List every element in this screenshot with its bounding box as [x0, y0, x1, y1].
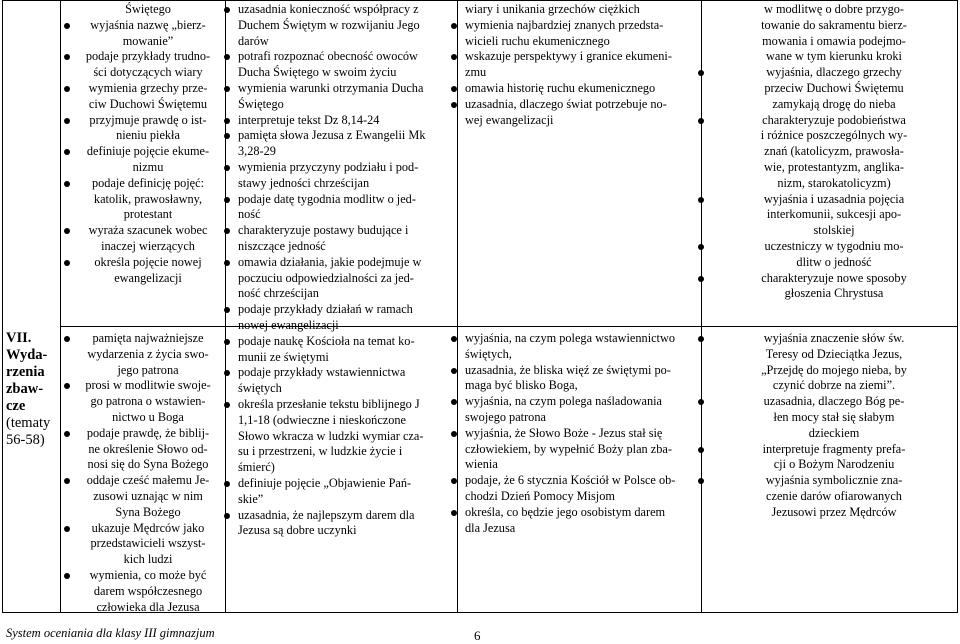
col4-top-cell: [712, 2, 956, 302]
list-item-text: omawia historię ruchu ekumenicznego: [465, 80, 656, 95]
list-item-text: wyjaśnia i uzasadnia pojęcia interkomunii, sukcesji apo- stolskiej: [763, 191, 905, 238]
list-item: [238, 2, 452, 49]
list-item-text: określa, co będzie jego osobistym darem dla Jezusa: [465, 504, 666, 535]
list-item-text: wyjaśnia, że Słowo Boże - Jezus stał się człowiekiem, by wypełnić Boży plan zba- wienia: [465, 425, 672, 472]
col1-top-cell: [78, 2, 218, 286]
list-item-text: wskazuje perspektywy i granice ekumeni- zmu: [465, 49, 672, 80]
list-item-text: uzasadnia, że bliska więź ze świętymi po- maga być blisko Boga,: [465, 362, 671, 393]
list-item: [78, 223, 218, 255]
list-item: [465, 363, 697, 395]
list-item-text: Świętego: [125, 2, 171, 16]
section-topics-note: (tematy 56-58): [6, 415, 51, 448]
list-item-text: określa pojęcie nowej ewangelizacji: [94, 254, 202, 285]
list-item-text: wymienia przyczyny podziału i pod- stawy jedności chrześcijan: [238, 159, 419, 190]
list-item-text: wiary i unikania grzechów ciężkich: [465, 2, 640, 16]
list-item: [465, 473, 697, 505]
list-item: [465, 2, 697, 18]
list-item-text: wyraża szacunek wobec inaczej wierzących: [88, 223, 208, 253]
list-item-text: podaje datę tygodnia modlitw o jed- ność: [238, 191, 416, 222]
list-item: [78, 378, 218, 425]
section-heading: VII. Wyda- rzenia zbaw- cze: [6, 330, 48, 414]
list-item-text: interpretuje fragmenty prefa- cji o Bożym Narodzeniu: [762, 441, 906, 472]
column-divider: [60, 1, 61, 612]
list-item-text: uzasadnia konieczność współpracy z Duchem Świętym w rozwijaniu Jego darów: [238, 2, 420, 48]
list-item-text: wyjaśnia, na czym polega wstawiennictwo świętych,: [465, 331, 676, 361]
list-item: [78, 113, 218, 145]
list-item: [238, 508, 452, 540]
list-item: [238, 113, 452, 129]
list-item: [712, 271, 956, 303]
list-item: [78, 2, 218, 18]
list-item-text: podaje definicję pojęć: katolik, prawosławny, protestant: [92, 175, 204, 222]
col3-bottom-cell: [465, 331, 697, 536]
list-item: [465, 18, 697, 50]
column-divider: [457, 1, 458, 612]
list-item: [465, 97, 697, 129]
list-item: [78, 49, 218, 81]
col4-bottom-cell: [712, 331, 956, 521]
list-item-text: wyjaśnia, na czym polega naśladowania swojego patrona: [465, 394, 663, 424]
list-item: [465, 49, 697, 81]
list-item: [78, 331, 218, 378]
list-item-text: wymienia najbardziej znanych przedsta- wicieli ruchu ekumenicznego: [465, 17, 664, 48]
list-item: [238, 81, 452, 113]
section-title: [6, 330, 51, 449]
list-item-text: prosi w modlitwie swoje- go patrona o wstawien- nictwo u Boga: [85, 378, 211, 424]
column-divider: [701, 1, 702, 612]
list-item-text: ukazuje Mędrców jako przedstawicieli wszyst- kich ludzi: [90, 520, 206, 567]
list-item-text: definiuje pojęcie ekume- nizmu: [86, 144, 210, 174]
list-item: [238, 223, 452, 255]
list-item-text: w modlitwę o dobre przygo- towanie do sakramentu bierz- mowania i omawia podejmo- wane w tym kierunku kroki: [761, 2, 907, 64]
list-item-text: charakteryzuje postawy budujące i niszczące jedność: [238, 223, 409, 253]
list-item-text: interpretuje tekst Dz 8,14-24: [238, 112, 380, 127]
list-item: [78, 568, 218, 615]
list-item-text: omawia działania, jakie podejmuje w poczuciu odpowiedzialności za jed- ność chrześcijan: [238, 254, 422, 301]
list-item: [238, 160, 452, 192]
list-item: [712, 192, 956, 239]
list-item: [712, 331, 956, 394]
list-item: [712, 442, 956, 474]
list-item-text: charakteryzuje podobieństwa i różnice poszczególnych wy- znań (katolicyzm, prawosła- wie, protestantyzm, anglika- nizm, starokatolicyzm): [760, 112, 908, 190]
list-item: [712, 113, 956, 192]
list-item-text: wyjaśnia, dlaczego grzechy przeciw Duchowi Świętemu zamykają drogę do nieba: [764, 65, 904, 111]
list-item: [238, 49, 452, 81]
list-item: [712, 65, 956, 112]
list-item-text: podaje przykłady działań w ramach nowej ewangelizacji: [238, 302, 413, 332]
list-item: [465, 331, 697, 363]
list-item-text: uzasadnia, że najlepszym darem dla Jezusa są dobre uczynki: [238, 507, 415, 538]
page-number: 6: [474, 628, 481, 643]
col2-cell: [238, 2, 452, 539]
list-item: [78, 144, 218, 176]
list-item: [712, 2, 956, 65]
list-item-text: charakteryzuje nowe sposoby głoszenia Chrystusa: [761, 270, 907, 301]
list-item-text: wymienia warunki otrzymania Ducha Świętego: [238, 80, 424, 111]
list-item-text: podaje przykłady wstawiennictwa świętych: [238, 365, 406, 396]
list-item-text: określa przesłanie tekstu biblijnego J 1,1-18 (odwieczne i nieskończone Słowo wkracza w ludzki wymiar cza- su i przestrzeni, w ludzkie życie i śmierć): [238, 396, 424, 475]
list-item-text: wyjaśnia znaczenie słów św. Teresy od Dzieciątka Jezus, „Przejdę do mojego nieba, by czynić dobrze na ziemi”.: [761, 331, 907, 393]
list-item: [78, 521, 218, 568]
list-item-text: przyjmuje prawdę o ist- nieniu piekła: [89, 112, 207, 143]
list-item: [78, 176, 218, 223]
list-item-text: uzasadnia, dlaczego Bóg pe- łen mocy stał się słabym dzieckiem: [763, 394, 905, 440]
list-item: [238, 476, 452, 508]
list-item: [238, 192, 452, 224]
list-item: [465, 505, 697, 537]
list-item: [238, 397, 452, 476]
list-item: [78, 18, 218, 50]
list-item: [78, 426, 218, 473]
list-item: [465, 394, 697, 426]
list-item: [465, 81, 697, 97]
list-item: [712, 394, 956, 441]
list-item-text: wymienia, co może być darem współczesnego człowieka dla Jezusa: [89, 567, 207, 614]
list-item-text: potrafi rozpoznać obecność owoców Ducha Świętego w swoim życiu: [238, 49, 418, 80]
list-item: [238, 255, 452, 302]
list-item-text: wyjaśnia symbolicznie zna- czenie darów ofiarowanych Jezusowi przez Mędrców: [765, 473, 903, 519]
list-item-text: uzasadnia, dlaczego świat potrzebuje no- wej ewangelizacji: [465, 96, 667, 127]
list-item-text: pamięta najważniejsze wydarzenia z życia swo- jego patrona: [87, 331, 209, 377]
col3-top-cell: [465, 2, 697, 128]
col1-bottom-cell: [78, 331, 218, 615]
footer-title: System oceniania dla klasy III gimnazjum: [6, 626, 215, 640]
list-item-text: podaje naukę Kościoła na temat ko- munii ze świętymi: [238, 333, 415, 364]
list-item-text: definiuje pojęcie „Objawienie Pań- skie”: [238, 475, 412, 506]
list-item-text: podaje przykłady trudno- ści dotyczących wiary: [85, 49, 211, 80]
list-item-text: oddaje cześć małemu Je- zusowi uznając w nim Syna Bożego: [86, 473, 210, 519]
list-item: [78, 473, 218, 520]
list-item: [238, 128, 452, 160]
list-item-text: wyjaśnia nazwę „bierz- mowanie”: [90, 17, 206, 48]
list-item-text: uczestniczy w tygodniu mo- dlitw o jedność: [764, 238, 904, 269]
list-item: [78, 81, 218, 113]
list-item: [238, 302, 452, 334]
list-item-text: pamięta słowa Jezusa z Ewangelii Mk 3,28-29: [238, 128, 426, 159]
list-item: [238, 365, 452, 397]
list-item-text: podaje prawdę, że biblij- ne określenie Słowo od- nosi się do Syna Bożego: [86, 425, 210, 472]
list-item: [712, 239, 956, 271]
list-item: [238, 334, 452, 366]
row-divider: [60, 326, 957, 327]
list-item: [78, 255, 218, 287]
list-item-text: wymienia grzechy prze- ciw Duchowi Świętemu: [88, 80, 208, 111]
list-item-text: podaje, że 6 stycznia Kościół w Polsce ob- chodzi Dzień Pomocy Misjom: [465, 473, 676, 503]
list-item: [712, 473, 956, 520]
list-item: [465, 426, 697, 473]
